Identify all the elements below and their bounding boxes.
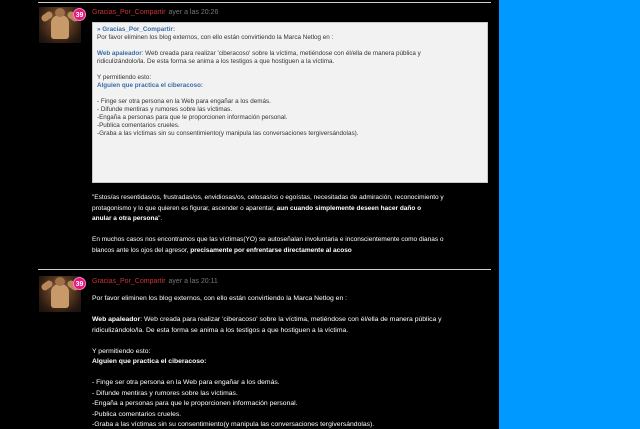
text-line (97, 90, 483, 98)
right-background-panel (499, 0, 640, 429)
comment-author-line (92, 9, 218, 16)
quote-body (97, 34, 483, 138)
text-line: blancos ante los ojos del agresor, precisamente por enfrentarse directamente al acoso (92, 246, 352, 254)
comment-timestamp: ayer a las 20:11 (168, 278, 218, 285)
author-link[interactable]: Gracias_Por_Compartir (92, 9, 166, 16)
text-line: - Difunde mentiras y rumores sobre las víctimas. (92, 389, 238, 397)
text-line: - Finge ser otra persona en la Web para engañar a los demás. (92, 379, 280, 386)
comment-author-line (92, 278, 218, 285)
level-badge: 39 (73, 277, 86, 290)
text-line: Web apaleador: Web creada para realizar 'ciberacoso' sobre la víctima, metiéndose con él/ella de manera pública y (92, 316, 442, 323)
text-line: Por favor eliminen los blog externos, con ello están convirtiendo la Marca Netlog en : (97, 34, 334, 41)
text-line (92, 225, 494, 236)
text-line (92, 368, 494, 379)
text-line (92, 336, 494, 347)
text-line (97, 42, 483, 50)
text-line: Y permitiendo esto: (97, 74, 152, 81)
text-line: -Publica comentarios crueles. (92, 410, 182, 418)
author-link[interactable]: Gracias_Por_Compartir (92, 278, 166, 285)
level-badge: 39 (73, 8, 86, 21)
text-line: - Difunde mentiras y rumores sobre las víctimas. (97, 106, 233, 113)
text-line: Y permitiendo esto: (92, 347, 151, 355)
text-line (97, 66, 483, 74)
quote-block (92, 22, 488, 183)
text-line: -Engaña a personas para que le proporcionen información personal. (92, 400, 298, 407)
text-line: En muchos casos nos encontramos que las víctimas(YO) se autoseñalan involuntaria e inconscientemente como dianas o (92, 236, 444, 243)
text-line: ridiculizándolo/la. De esta forma se anima a los testigos a que hostiguen a la víctima. (97, 58, 335, 65)
text-line (92, 305, 494, 316)
text-line: -Graba a las víctimas sin su consentimiento(y manipula las conversaciones tergiversándolas). (97, 130, 359, 137)
post-divider (38, 269, 491, 270)
comments-column (32, 0, 499, 429)
text-line: Por favor eliminen los blog externos, con ello están convirtiendo la Marca Netlog en : (92, 295, 348, 302)
text-line: anular a otra persona". (92, 215, 163, 222)
comment-body (92, 193, 494, 256)
top-divider (38, 2, 491, 3)
text-line: "Estos/as resentidas/os, frustradas/os, envidiosas/os, celosas/os o egoístas, necesitadas de admiración, reconocimiento y (92, 194, 444, 201)
text-line: Alguien que practica el ciberacoso: (97, 82, 204, 89)
text-line: -Graba a las víctimas sin su consentimiento(y manipula las conversaciones tergiversándolas). (92, 421, 375, 428)
comment-timestamp: ayer a las 20:26 (168, 9, 219, 16)
text-line: ridiculizándolo/la. De esta forma se anima a los testigos a que hostiguen a la víctima. (92, 326, 349, 334)
text-line: - Finge ser otra persona en la Web para engañar a los demás. (97, 98, 271, 105)
text-line: Web apaleador: Web creada para realizar 'ciberacoso' sobre la víctima, metiéndose con él/ella de manera pública y (97, 50, 421, 57)
quote-author: » Gracias_Por_Compartir: (97, 26, 176, 33)
text-line: protagonismo y lo que quieren es figurar, ascender o aparentar, aun cuando simplemente deseen hacer daño o (92, 204, 422, 212)
left-background (0, 0, 32, 429)
text-line: -Publica comentarios crueles. (97, 122, 180, 129)
text-line: Alguien que practica el ciberacoso: (92, 358, 207, 365)
comment-body (92, 294, 494, 429)
text-line: -Engaña a personas para que le proporcionen información personal. (97, 114, 288, 121)
